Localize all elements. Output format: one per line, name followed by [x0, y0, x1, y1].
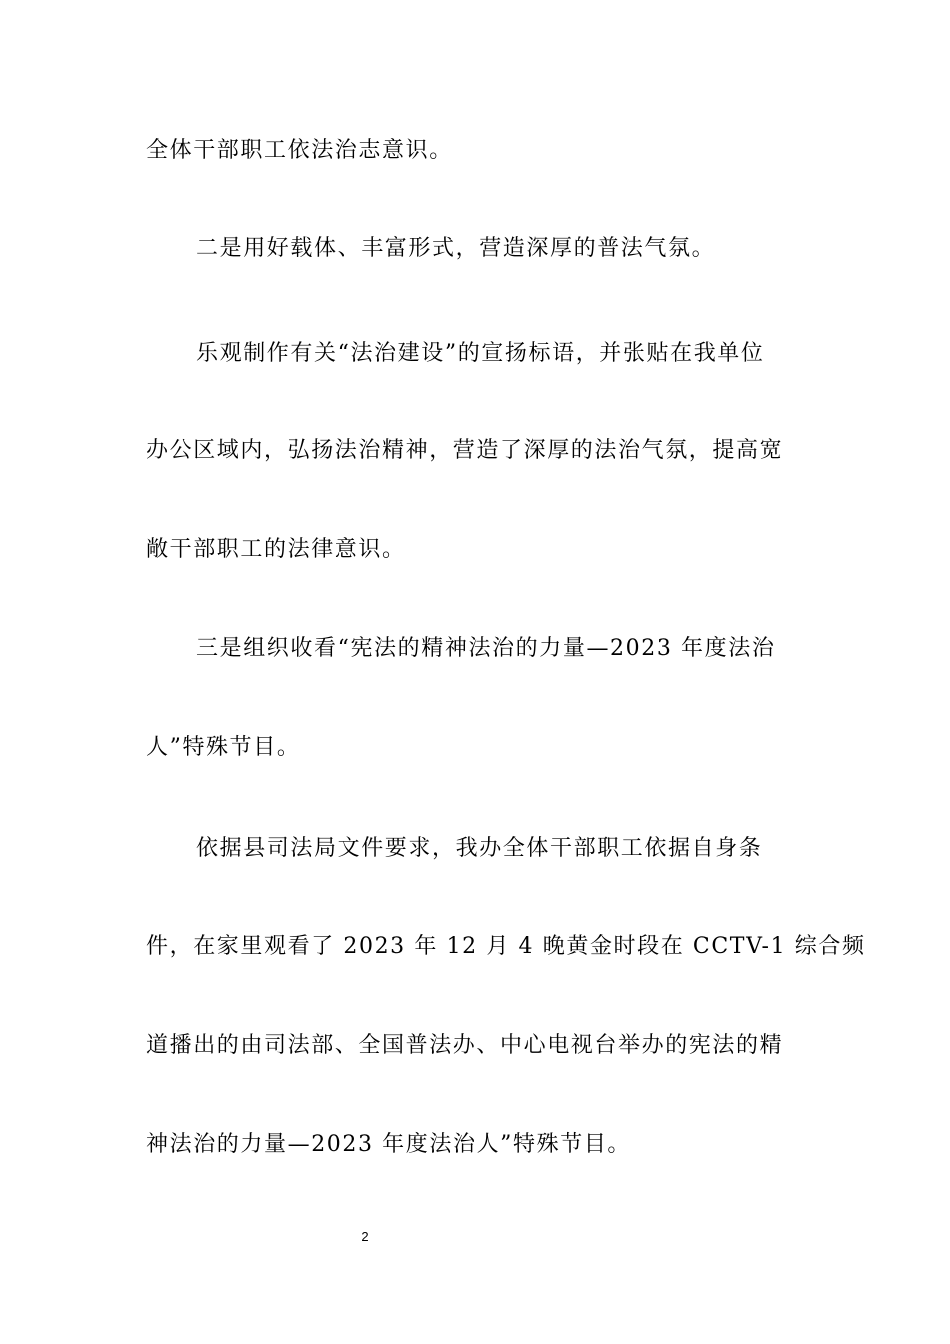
- text-line: 全体干部职工依法治志意识。: [146, 138, 453, 163]
- text-line: 依据县司法局文件要求，我办全体干部职工依据自身条: [196, 836, 763, 861]
- text-line: 敞干部职工的法律意识。: [146, 537, 406, 562]
- text-line: 件，在家里观看了 2023 年 12 月 4 晚黄金时段在 CCTV-1 综合频: [146, 934, 866, 959]
- paragraph-heading: 三是组织收看“宪法的精神法治的力量—2023 年度法治: [196, 636, 776, 661]
- paragraph-heading: 二是用好载体、丰富形式，营造深厚的普法气氛。: [196, 236, 716, 261]
- text-line: 乐观制作有关“法治建设”的宣扬标语，并张贴在我单位: [196, 341, 765, 366]
- text-line: 人”特殊节目。: [146, 735, 301, 760]
- page-number: 2: [361, 1229, 369, 1244]
- text-line: 道播出的由司法部、全国普法办、中心电视台举办的宪法的精: [146, 1033, 784, 1058]
- text-line: 神法治的力量—2023 年度法治人”特殊节目。: [146, 1132, 632, 1157]
- text-line: 办公区域内，弘扬法治精神，营造了深厚的法治气氛，提高宽: [146, 438, 784, 463]
